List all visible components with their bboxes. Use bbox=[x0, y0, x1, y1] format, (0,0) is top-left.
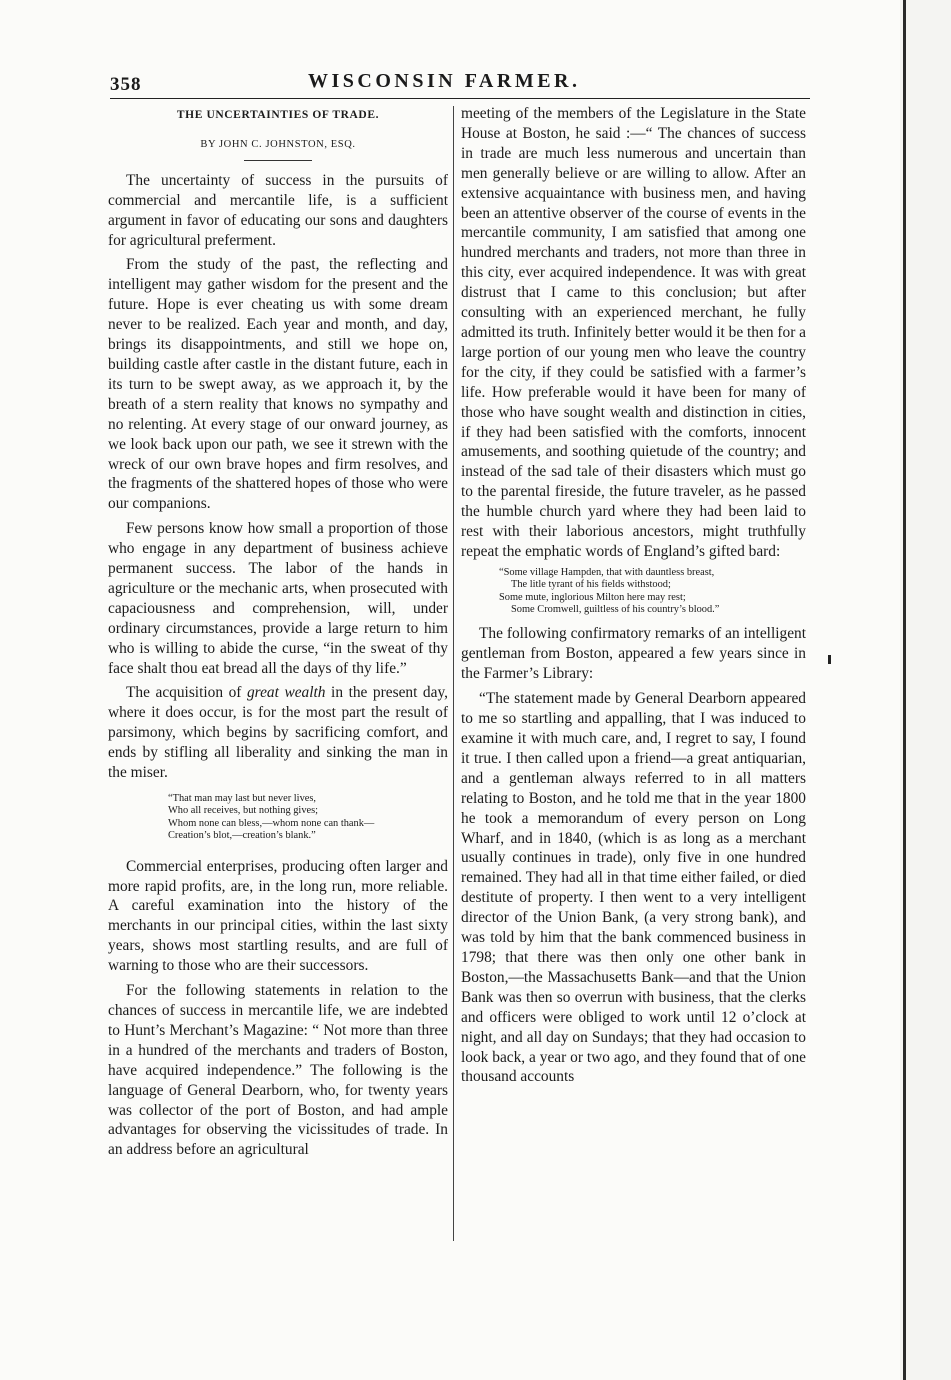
text-run: The acquisition of bbox=[126, 684, 247, 702]
paragraph: Commercial enterprises, producing often larger and more rapid profits, are, in the long run, more reliable. A careful examination into the history of the merchants in our principal cities, within the last sixty years, shows most startling results, and are full of warning to those who are their successors. bbox=[108, 857, 448, 975]
ink-speck bbox=[828, 655, 831, 664]
running-title: WISCONSIN FARMER. bbox=[308, 70, 581, 92]
paragraph: meeting of the members of the Legislature in the State House at Boston, he said :—“ The chances of success in trade are much less numerous and uncertain than men generally believe or are willing to allow. After an extensive acquaintance with business men, and having been an attentive observer of the course of events in the mercantile community, I am satisfied that among one hundred merchants and traders, not more than three in this city, ever acquired independence. It was with great distrust that I came to this conclusion; but after consulting with an experienced merchant, he fully admitted its truth. Infinitely better would it be then for a large portion of our young men who leave the country for the city, if they could be satisfied with a farmer’s life. How preferable would it have been for many of those who have sought wealth and distinction in cities, if they had been satisfied with the comforts, innocent amusements, and soothing quietude of the country; and instead of the sad tale of their disasters which must go to the parental fireside, the future traveler, as he passed the humble church yard where they had been laid to rest with their laborious ancestors, might truthfully repeat the emphatic words of England’s gifted bard: bbox=[461, 105, 806, 560]
binding-rule bbox=[903, 0, 906, 1380]
verse-line: Creation’s blot,—creation’s blank.” bbox=[168, 830, 316, 842]
page-edge bbox=[900, 0, 951, 1380]
verse-line: “Some village Hampden, that with dauntless breast, bbox=[499, 566, 715, 578]
article-title: THE UNCERTAINTIES OF TRADE. bbox=[176, 109, 380, 121]
verse-line: Some Cromwell, guiltless of his country’s blood.” bbox=[511, 604, 720, 616]
verse-line: “That man may last but never lives, bbox=[168, 793, 317, 804]
paragraph: The uncertainty of success in the pursuits of commercial and mercantile life, is a sufficient argument in favor of educating our sons and daughters for agricultural preferment. bbox=[108, 171, 448, 249]
page-header bbox=[110, 68, 810, 99]
paragraph: From the study of the past, the reflecting and intelligent may gather wisdom for the present and the future. Hope is ever cheating us with some dream never to be realized. Each year and month, and day, brings its disappointments, and still we hope on, building castle after castle in the distant future, each in its turn to be swept away, as we approach it, by the breath of a stern reality that knows no sympathy and no relenting. At every stage of our onward journey, as we look back upon our path, we see it strewn with the wreck of our own brave hopes and firm resolves, and the fragments of the shattered hopes of those who were our companions. bbox=[108, 256, 448, 513]
verse-line: The litle tyrant of his fields withstood; bbox=[511, 579, 671, 591]
verse-quote bbox=[461, 567, 806, 617]
paragraph: The following confirmatory remarks of an intelligent gentleman from Boston, appeared a few years since in the Farmer’s Library: bbox=[461, 625, 806, 683]
verse-line: Some mute, inglorious Milton here may rest; bbox=[499, 591, 686, 603]
verse-line: Who all receives, but nothing gives; bbox=[168, 805, 319, 817]
left-column bbox=[108, 106, 448, 1165]
text-run: in the present day, where it does occur, is for the most part the result of parsimony, which begins by sacrificing comfort, and ends by stifling all liberality and sinking the man in the miser. bbox=[108, 684, 448, 782]
paragraph bbox=[108, 683, 448, 783]
paragraph: “The statement made by General Dearborn appeared to me so startling and appalling, that I was induced to examine it with much care, and, I regret to say, I found it true. I then called upon a friend—a great antiquarian, and a gentleman always referred to in all matters relating to Boston, and he told me that in the year 1800 he took a memorandum of every person on Long Wharf, and in 1840, (which is as long as a merchant usually continues in trade), only five in one hundred remained. They had all in that time either failed, or died destitute of property. I then went to a very intelligent director of the Union Bank, (a very strong bank), and was told by him that the bank commenced business in 1798; that there was then only one other bank in Boston,—the Massachusetts Bank—and that the Union Bank was then so overrun with business, that the clerks and officers were obliged to work until 12 o’clock at night, and all day on Sundays; that they had occasion to look back, a year or two ago, and they found that of one thousand accounts bbox=[461, 690, 806, 1086]
article-byline: BY JOHN C. JOHNSTON, ESQ. bbox=[200, 138, 356, 150]
paragraph: Few persons know how small a proportion of those who engage in any department of business achieve permanent success. The labor of the hands in agriculture or the mechanic arts, when prosecuted with capaciousness and comprehension, will, under ordinary circumstances, provide a large return to him who is willing to abide the curse, “in the sweat of thy face shalt thou eat bread all the days of thy life.” bbox=[108, 520, 448, 677]
right-column bbox=[461, 104, 806, 1092]
column-divider bbox=[453, 106, 454, 1241]
verse-quote bbox=[108, 793, 448, 843]
verse-line: Whom none can bless,—whom none can thank— bbox=[168, 817, 375, 829]
italic-phrase: great wealth bbox=[246, 684, 326, 702]
title-rule bbox=[244, 160, 312, 161]
paragraph: For the following statements in relation to the chances of success in mercantile life, we are indebted to Hunt’s Merchant’s Magazine: “ Not more than three in a hundred of the merchants and traders of Boston, have acquired independence.” The following is the language of General Dearborn, who, for twenty years was collector of the port of Boston, and had ample advantages for observing the vicissitudes of trade. In an address before an agricultural bbox=[108, 982, 448, 1159]
page-number: 358 bbox=[110, 74, 142, 95]
